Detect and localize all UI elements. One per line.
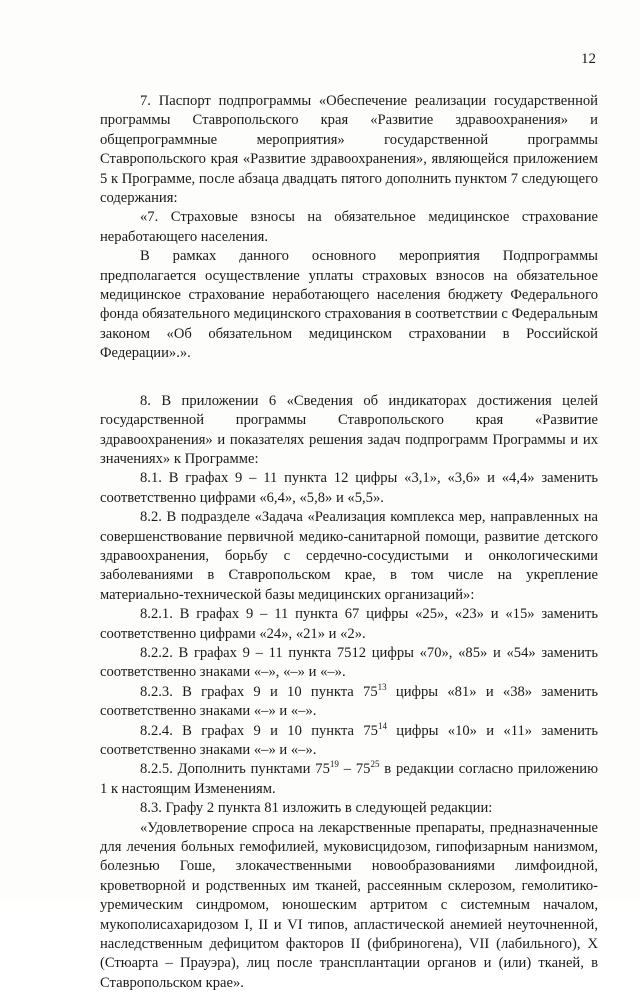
paragraph-8-1: 8.1. В графах 9 – 11 пункта 12 цифры «3,1», «3,6» и «4,4» заменить соответственно цифрами «6,4», «5,8» и «5,5».	[100, 470, 598, 506]
paragraph-8-2-3-sup: 13	[377, 681, 387, 692]
paragraph-8-3: 8.3. Графу 2 пункта 81 изложить в следующей редакции:	[140, 800, 493, 817]
paragraph-8-2-3	[100, 683, 598, 722]
paragraph-8-3-quote: «Удовлетворение спроса на лекарственные препараты, предназначенные для лечения больных гемофилией, муковисцидозом, гипофизарным нанизмом, болезнью Гоше, злокачественными новообразованиями лимфоидной, кроветворной и родственных им тканей, рассеянным склерозом, гемолитико-уремическим синдромом, юношеским артритом с системным началом, мукополисахаридозом I, II и VI типов, апластической анемией неуточненной, наследственным дефицитом факторов II (фибриногена), VII (лабильного), X (Стюарта – Прауэра), лиц после трансплантации органов и (или) тканей, в Ставропольском крае».	[100, 819, 598, 991]
paragraph-8-2-5-mid: – 75	[338, 761, 371, 778]
paragraph-8-2-4-post: цифры «10» и «11» заменить соответственно знаками «–» и «–».	[100, 722, 599, 758]
paragraph-8: 8. В приложении 6 «Сведения об индикаторах достижения целей государственной программы Ставропольского края «Развитие здравоохранения» и показателях решения задач подпрограмм Программы и их значениях» к Программе:	[100, 392, 598, 467]
paragraph-8-2-4-pre: 8.2.4. В графах 9 и 10 пункта 75	[140, 722, 378, 739]
paragraph-7-body: В рамках данного основного мероприятия Подпрограммы предполагается осуществление уплаты страховых взносов на обязательное медицинское страхование неработающего населения бюджету Федерального фонда обязательного медицинского страхования в соответствии с Федеральным законом «Об обязательном медицинском страховании в Российской Федерации».».	[100, 248, 598, 362]
paragraph-7: 7. Паспорт подпрограммы «Обеспечение реализации государственной программы Ставропольского края «Развитие здравоохранения» и общепрограммные мероприятия» государственной программы Ставропольского края «Развитие здравоохранения», являющейся приложением 5 к Программе, после абзаца двадцать пятого дополнить пунктом 7 следующего содержания:	[100, 93, 598, 207]
paragraph-8-2-5-post: в редакции согласно приложению 1 к настоящим Изменениям.	[100, 761, 599, 797]
paragraph-8-2-5-sup2: 25	[370, 759, 380, 770]
paragraph-8-2-4-sup: 14	[377, 720, 387, 731]
paragraph-8-2-4	[100, 722, 598, 761]
paragraph-8-2-3-pre: 8.2.3. В графах 9 и 10 пункта 75	[140, 683, 378, 700]
paragraph-8-2-5	[100, 760, 598, 799]
paragraph-8-2-5-sup: 19	[329, 759, 339, 770]
document-body	[100, 92, 598, 993]
page-number: 12	[581, 51, 596, 67]
paragraph-7-quote: «7. Страховые взносы на обязательное медицинское страхование неработающего населения.	[100, 209, 598, 245]
paragraph-8-2: 8.2. В подразделе «Задача «Реализация комплекса мер, направленных на совершенствование первичной медико-санитарной помощи, развитие детского здравоохранения, борьбу с сердечно-сосудистыми и онкологическими заболеваниями в Ставропольском крае, в том числе на укрепление материально-технической базы медицинских организаций»:	[100, 509, 598, 603]
paragraph-8-2-2: 8.2.2. В графах 9 – 11 пункта 7512 цифры «70», «85» и «54» заменить соответственно знаками «–», «–» и «–».	[100, 644, 598, 681]
paragraph-8-2-1: 8.2.1. В графах 9 – 11 пункта 67 цифры «25», «23» и «15» заменить соответственно цифрами «24», «21» и «2».	[100, 606, 598, 642]
paragraph-8-2-3-post: цифры «81» и «38» заменить соответственно знаками «–» и «–».	[100, 683, 598, 720]
paragraph-8-2-5-pre: 8.2.5. Дополнить пунктами 75	[140, 761, 330, 778]
